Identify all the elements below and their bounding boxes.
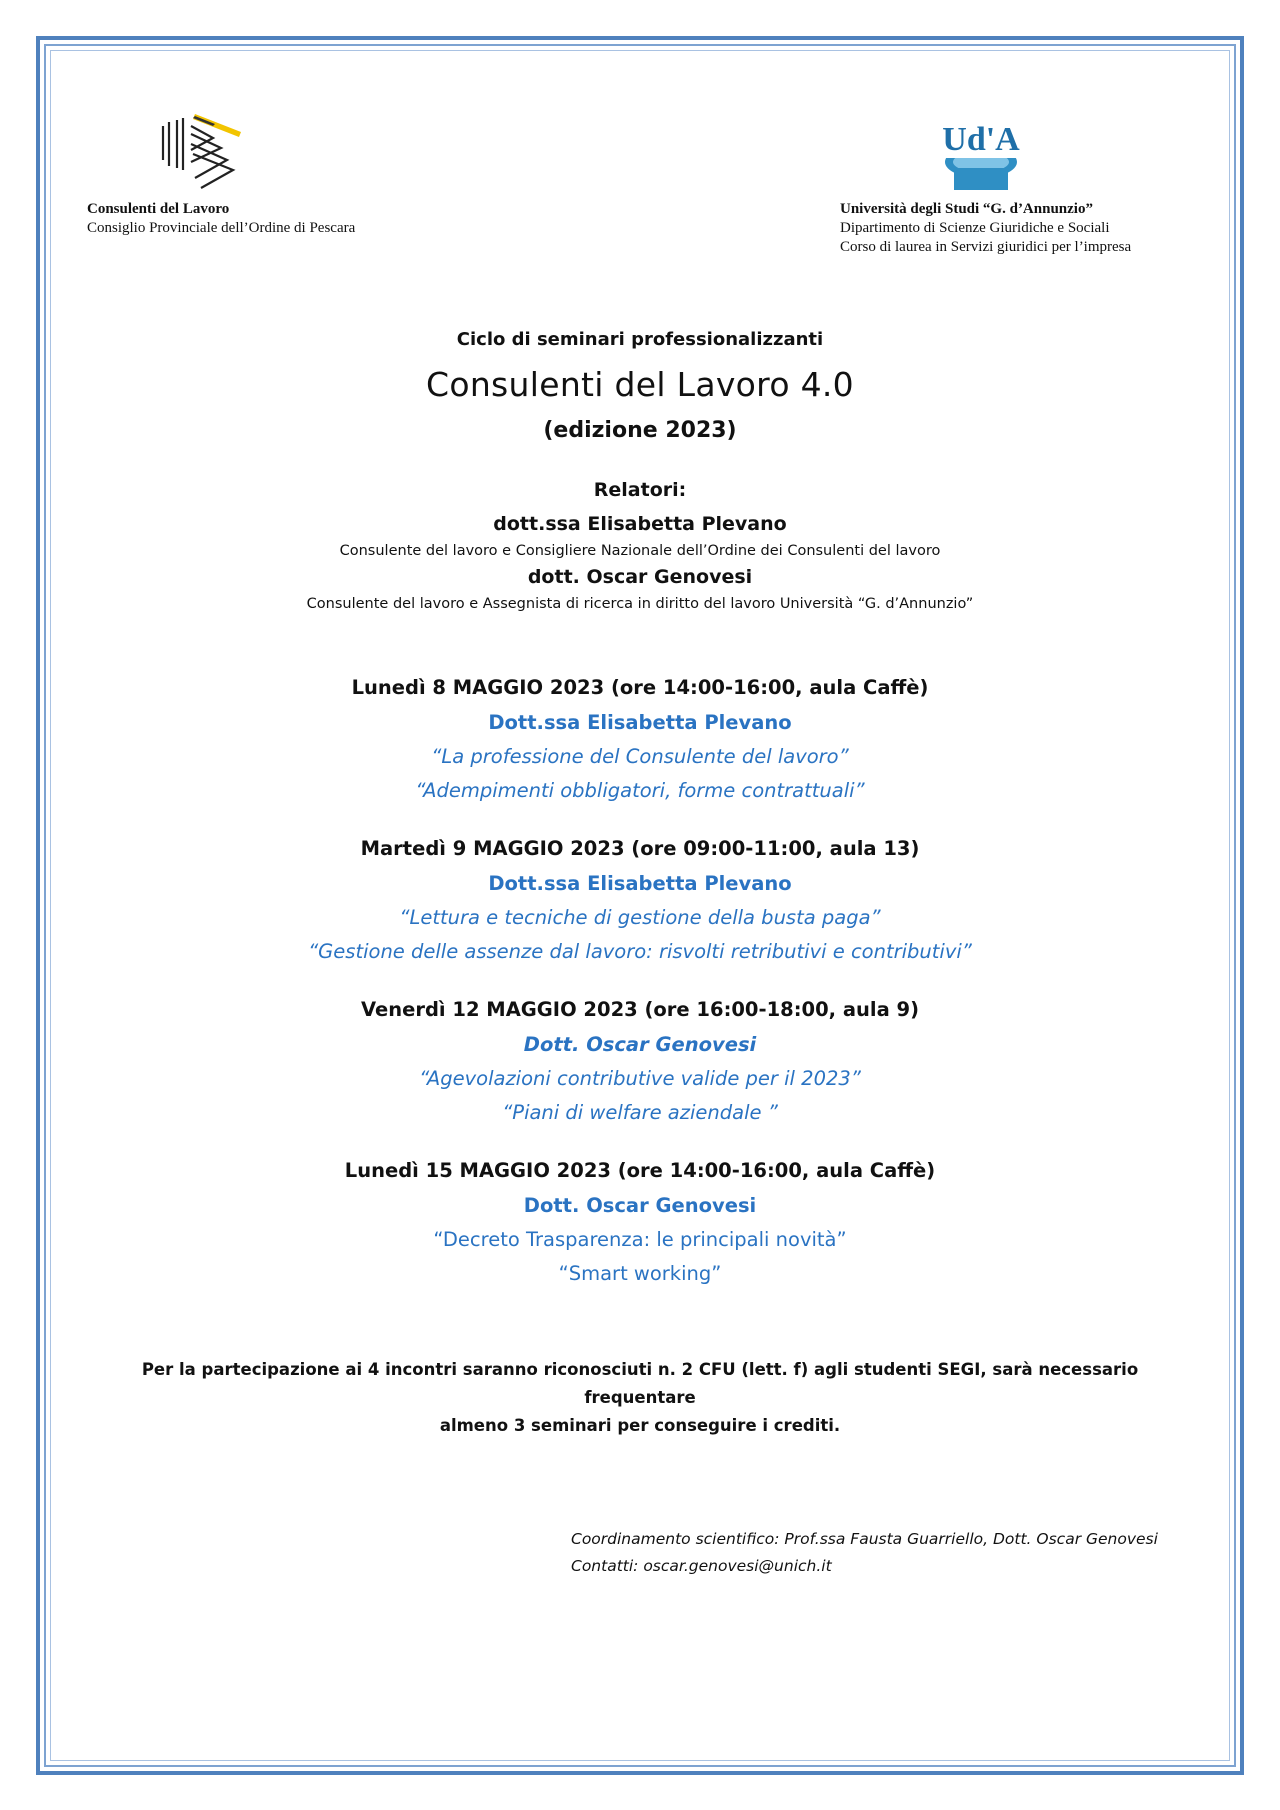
edition-label: (edizione 2023)	[543, 418, 737, 443]
credits-note	[90, 1356, 1190, 1440]
session-date: Venerdì 12 MAGGIO 2023 (ore 16:00-18:00, aula 9)	[360, 998, 920, 1021]
speaker-name: dott. Oscar Genovesi	[527, 566, 753, 588]
left-org-subtitle: Consiglio Provinciale dell’Ordine di Pescara	[87, 220, 356, 236]
contacts[interactable]	[571, 1557, 832, 1575]
series-subtitle: Ciclo di seminari professionalizzanti	[456, 329, 824, 350]
uda-logo-text: Ud'A	[942, 121, 1020, 158]
left-org-name: Consulenti del Lavoro	[87, 201, 230, 217]
speaker-role: Consulente del lavoro e Assegnista di ricerca in diritto del lavoro Università “G. d’Annunzio”	[306, 596, 974, 612]
session-topic: “Lettura e tecniche di gestione della busta paga”	[399, 906, 881, 929]
speaker-role: Consulente del lavoro e Consigliere Nazionale dell’Ordine dei Consulenti del lavoro	[339, 543, 941, 559]
session-topic: “Decreto Trasparenza: le principali novità”	[433, 1228, 847, 1251]
course-name: Corso di laurea in Servizi giuridici per l’impresa	[840, 239, 1132, 255]
department-name: Dipartimento di Scienze Giuridiche e Sociali	[840, 220, 1110, 236]
session-speaker: Dott.ssa Elisabetta Plevano	[488, 872, 792, 895]
page-title: Consulenti del Lavoro 4.0	[426, 365, 854, 404]
speakers-heading: Relatori:	[593, 479, 687, 501]
session-topic: “La professione del Consulente del lavoro”	[431, 745, 849, 768]
session-topic: “Adempimenti obbligatori, forme contrattuali”	[415, 779, 865, 802]
session-topic: “Piani di welfare aziendale ”	[502, 1101, 778, 1124]
contacts-text[interactable]: Contatti: oscar.genovesi@unich.it	[571, 1557, 832, 1575]
uda-university-logo-icon	[936, 112, 1026, 198]
credits-note-line: Per la partecipazione ai 4 incontri saranno riconosciuti n. 2 CFU (lett. f) agli studenti SEGI, sarà necessario frequentare	[141, 1360, 1139, 1407]
left-organization-block	[87, 200, 355, 238]
session-topic: “Gestione delle assenze dal lavoro: risvolti retributivi e contributivi”	[308, 940, 972, 963]
right-organization-block	[840, 200, 1131, 257]
session-speaker: Dott. Oscar Genovesi	[523, 1033, 757, 1056]
session-date: Martedì 9 MAGGIO 2023 (ore 09:00-11:00, aula 13)	[360, 837, 920, 860]
consulenti-del-lavoro-logo-icon	[155, 108, 250, 196]
session-date: Lunedì 15 MAGGIO 2023 (ore 14:00-16:00, aula Caffè)	[344, 1159, 936, 1182]
session-topic: “Agevolazioni contributive valide per il 2023”	[419, 1067, 861, 1090]
scientific-coordination: Coordinamento scientifico: Prof.ssa Fausta Guarriello, Dott. Oscar Genovesi	[571, 1530, 1158, 1548]
credits-note-line: almeno 3 seminari per conseguire i crediti.	[439, 1416, 841, 1435]
session-topic: “Smart working”	[558, 1262, 722, 1285]
session-speaker: Dott. Oscar Genovesi	[523, 1194, 757, 1217]
session-date: Lunedì 8 MAGGIO 2023 (ore 14:00-16:00, aula Caffè)	[351, 676, 929, 699]
session-speaker: Dott.ssa Elisabetta Plevano	[488, 711, 792, 734]
speaker-name: dott.ssa Elisabetta Plevano	[493, 513, 787, 535]
university-name: Università degli Studi “G. d’Annunzio”	[840, 201, 1093, 217]
